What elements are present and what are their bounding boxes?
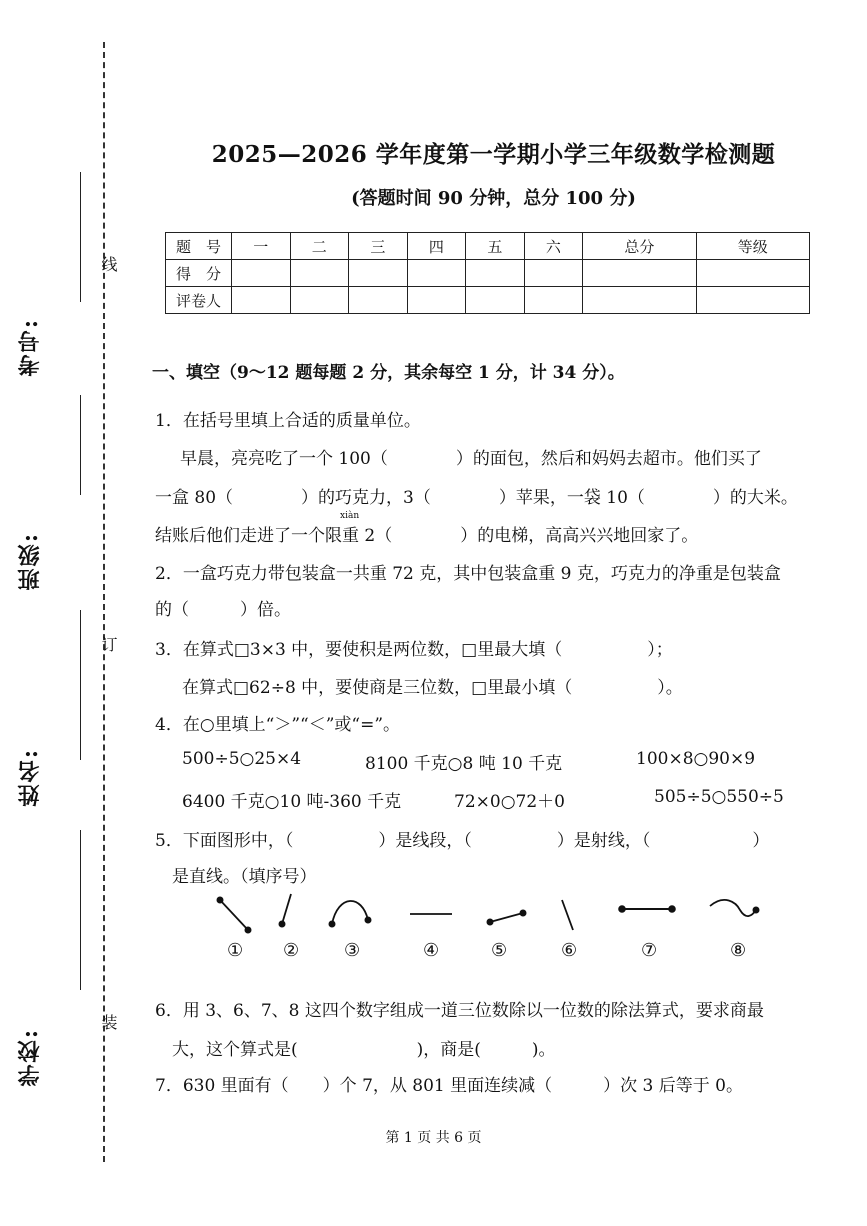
grader-cell[interactable] <box>583 287 696 314</box>
section-1-heading: 一、填空（9～12 题每题 2 分，其余每空 1 分，计 34 分）。 <box>152 363 625 383</box>
figure-6-line <box>562 900 573 930</box>
q4-item-6: 505÷5○550÷5 <box>654 787 784 807</box>
q5-line-2: 是直线。（填序号） <box>172 867 317 887</box>
figure-label-6: ⑥ <box>561 940 578 961</box>
row-label-score: 得 分 <box>166 260 232 287</box>
grader-cell[interactable] <box>349 287 408 314</box>
grader-cell[interactable] <box>696 287 809 314</box>
name-line[interactable] <box>80 830 81 990</box>
exam-number-label: 考号: <box>17 318 43 377</box>
exam-number-line[interactable] <box>80 172 81 302</box>
page-subtitle: (答题时间 90 分钟，总分 100 分) <box>351 188 636 209</box>
score-cell[interactable] <box>696 260 809 287</box>
score-cell[interactable] <box>466 260 525 287</box>
row-label-grader: 评卷人 <box>166 287 232 314</box>
col-2: 二 <box>290 233 349 260</box>
figure-3-curve <box>329 901 370 927</box>
grader-cell[interactable] <box>466 287 525 314</box>
school-label: 学校: <box>17 1028 43 1087</box>
figure-8-curve <box>710 900 759 916</box>
q3-line-2: 在算式□62÷8 中，要使商是三位数，□里最小填（ ）。 <box>182 678 683 698</box>
q2-line-1: 2．一盒巧克力带包装盒一共重 72 克，其中包装盒重 9 克，巧克力的净重是包装盒 <box>155 564 781 584</box>
score-cell[interactable] <box>232 260 291 287</box>
figure-label-8: ⑧ <box>730 940 747 961</box>
figure-1-segment <box>217 897 250 932</box>
row-label-question: 题 号 <box>166 233 232 260</box>
col-4: 四 <box>407 233 466 260</box>
figure-2-ray <box>279 894 291 927</box>
grader-cell[interactable] <box>407 287 466 314</box>
q4-item-4: 6400 千克○10 吨-360 千克 <box>182 792 402 812</box>
score-cell[interactable] <box>290 260 349 287</box>
col-total: 总分 <box>583 233 696 260</box>
q4-item-1: 500÷5○25×4 <box>182 749 302 769</box>
q5-line-1: 5．下面图形中，（ ）是线段，（ ）是射线，（ ） <box>155 831 770 851</box>
q1-line-3: 结账后他们走进了一个限重 2（ ）的电梯，高高兴兴地回家了。 <box>155 526 699 546</box>
q2-line-2: 的（ ）倍。 <box>155 600 291 620</box>
name-label: 姓名: <box>17 748 43 807</box>
score-cell[interactable] <box>583 260 696 287</box>
col-3: 三 <box>349 233 408 260</box>
q6-line-1: 6．用 3、6、7、8 这四个数字组成一道三位数除以一位数的除法算式，要求商最 <box>155 1001 764 1021</box>
figure-label-3: ③ <box>344 940 361 961</box>
score-cell[interactable] <box>407 260 466 287</box>
q1-stem: 1．在括号里填上合适的质量单位。 <box>155 411 421 431</box>
figure-label-5: ⑤ <box>491 940 508 961</box>
cut-label-line: 线 <box>99 256 118 272</box>
cut-label-ding: 订 <box>99 636 118 652</box>
figure-label-1: ① <box>227 940 244 961</box>
q3-line-1: 3．在算式□3×3 中，要使积是两位数，□里最大填（ ）； <box>155 640 673 660</box>
grader-cell[interactable] <box>524 287 583 314</box>
q4-item-5: 72×0○72＋0 <box>454 792 565 812</box>
q7-line-1: 7．630 里面有（ ）个 7，从 801 里面连续减（ ）次 3 后等于 0。 <box>155 1076 743 1096</box>
figure-7-segment <box>619 906 675 912</box>
figure-label-2: ② <box>283 940 300 961</box>
binding-dashed-line <box>103 42 105 1162</box>
class-label: 班级: <box>17 532 43 591</box>
q1-line-1: 早晨，亮亮吃了一个 100（ ）的面包，然后和妈妈去超市。他们买了 <box>180 449 762 469</box>
page-title: 2025—2026 学年度第一学期小学三年级数学检测题 <box>211 141 776 168</box>
q4-item-2: 8100 千克○8 吨 10 千克 <box>365 754 563 774</box>
col-grade: 等级 <box>696 233 809 260</box>
q4-item-3: 100×8○90×9 <box>636 749 756 769</box>
col-1: 一 <box>232 233 291 260</box>
score-cell[interactable] <box>349 260 408 287</box>
exam-number-line-lower <box>80 395 81 495</box>
class-line[interactable] <box>80 610 81 760</box>
page-number: 第 1 页 共 6 页 <box>385 1130 482 1146</box>
q4-stem: 4．在○里填上“＞”“＜”或“=”。 <box>155 715 401 735</box>
grader-row <box>166 287 810 314</box>
col-6: 六 <box>524 233 583 260</box>
q1-line-2: 一盒 80（ ）的巧克力，3（ ）苹果，一袋 10（ ）的大米。 <box>155 488 798 508</box>
grader-cell[interactable] <box>290 287 349 314</box>
score-table <box>165 232 810 314</box>
q1-pinyin: xiàn <box>340 511 360 521</box>
grader-cell[interactable] <box>232 287 291 314</box>
figure-label-4: ④ <box>423 940 440 961</box>
cut-label-zhuang: 装 <box>99 1014 118 1030</box>
col-5: 五 <box>466 233 525 260</box>
score-row <box>166 260 810 287</box>
figure-5-segment <box>487 910 525 924</box>
score-header-row <box>166 233 810 260</box>
figure-label-7: ⑦ <box>641 940 658 961</box>
score-cell[interactable] <box>524 260 583 287</box>
q6-line-2: 大，这个算式是( )，商是( )。 <box>172 1040 556 1060</box>
